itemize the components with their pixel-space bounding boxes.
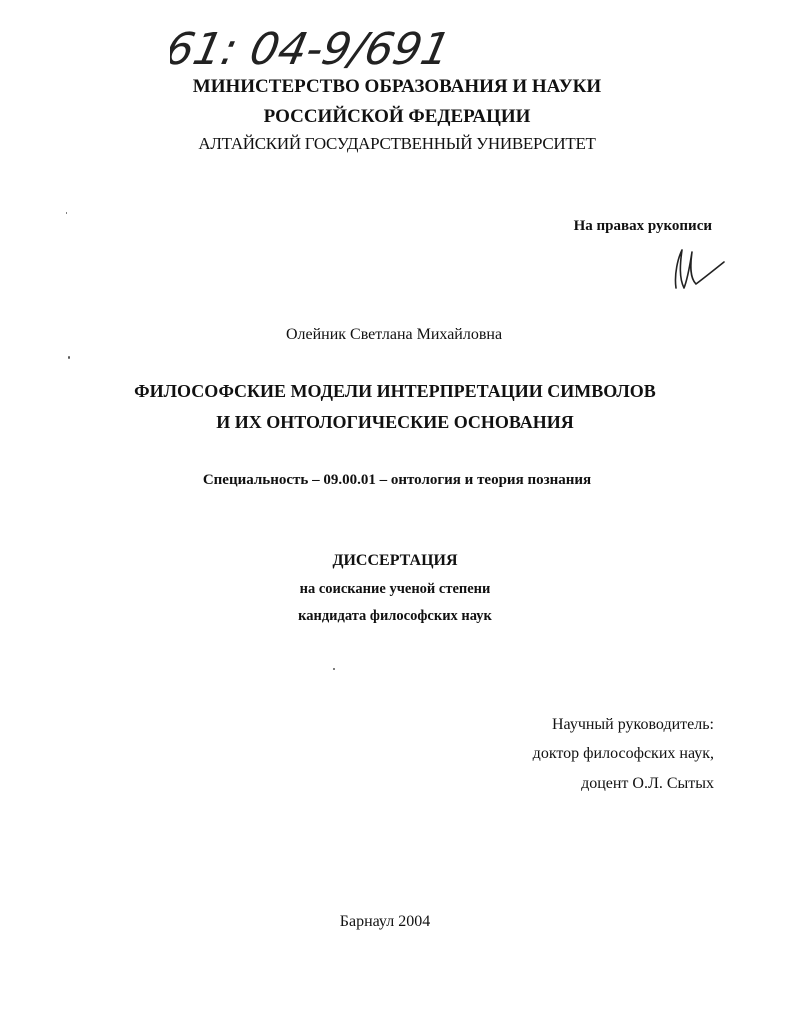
handwritten-number-drawing xyxy=(170,12,490,82)
signature-drawing xyxy=(668,244,728,292)
degree-line-1: на соискание ученой степени xyxy=(299,581,491,597)
author-name: Олейник Светлана Михайловна xyxy=(285,326,503,343)
federation-heading: РОССИЙСКОЙ ФЕДЕРАЦИИ xyxy=(263,106,531,127)
dissertation-label: ДИССЕРТАЦИЯ xyxy=(332,552,458,569)
place-and-year: Барнаул 2004 xyxy=(339,913,431,930)
specialty-line: Специальность – 09.00.01 – онтология и теория познания xyxy=(202,472,592,488)
ministry-heading: МИНИСТЕРСТВО ОБРАЗОВАНИЯ И НАУКИ xyxy=(192,76,602,97)
advisor-title: доктор философских наук, xyxy=(532,745,714,762)
author-signature xyxy=(668,244,728,292)
university-heading: АЛТАЙСКИЙ ГОСУДАРСТВЕННЫЙ УНИВЕРСИТЕТ xyxy=(198,134,596,153)
advisor-name: доцент О.Л. Сытых xyxy=(581,775,714,792)
scan-speck xyxy=(333,668,335,670)
scan-speck xyxy=(68,356,70,359)
dissertation-title-line-2: И ИХ ОНТОЛОГИЧЕСКИЕ ОСНОВАНИЯ xyxy=(216,412,574,432)
manuscript-rights-note: На правах рукописи xyxy=(573,218,712,234)
handwritten-archive-number xyxy=(170,12,490,82)
degree-line-2: кандидата философских наук xyxy=(298,608,492,624)
advisor-label: Научный руководитель: xyxy=(551,716,714,733)
handwritten-number-text: 61: 04-9/691 xyxy=(170,24,455,75)
scan-speck xyxy=(66,212,67,214)
dissertation-title-line-1: ФИЛОСОФСКИЕ МОДЕЛИ ИНТЕРПРЕТАЦИИ СИМВОЛОВ xyxy=(134,381,656,401)
